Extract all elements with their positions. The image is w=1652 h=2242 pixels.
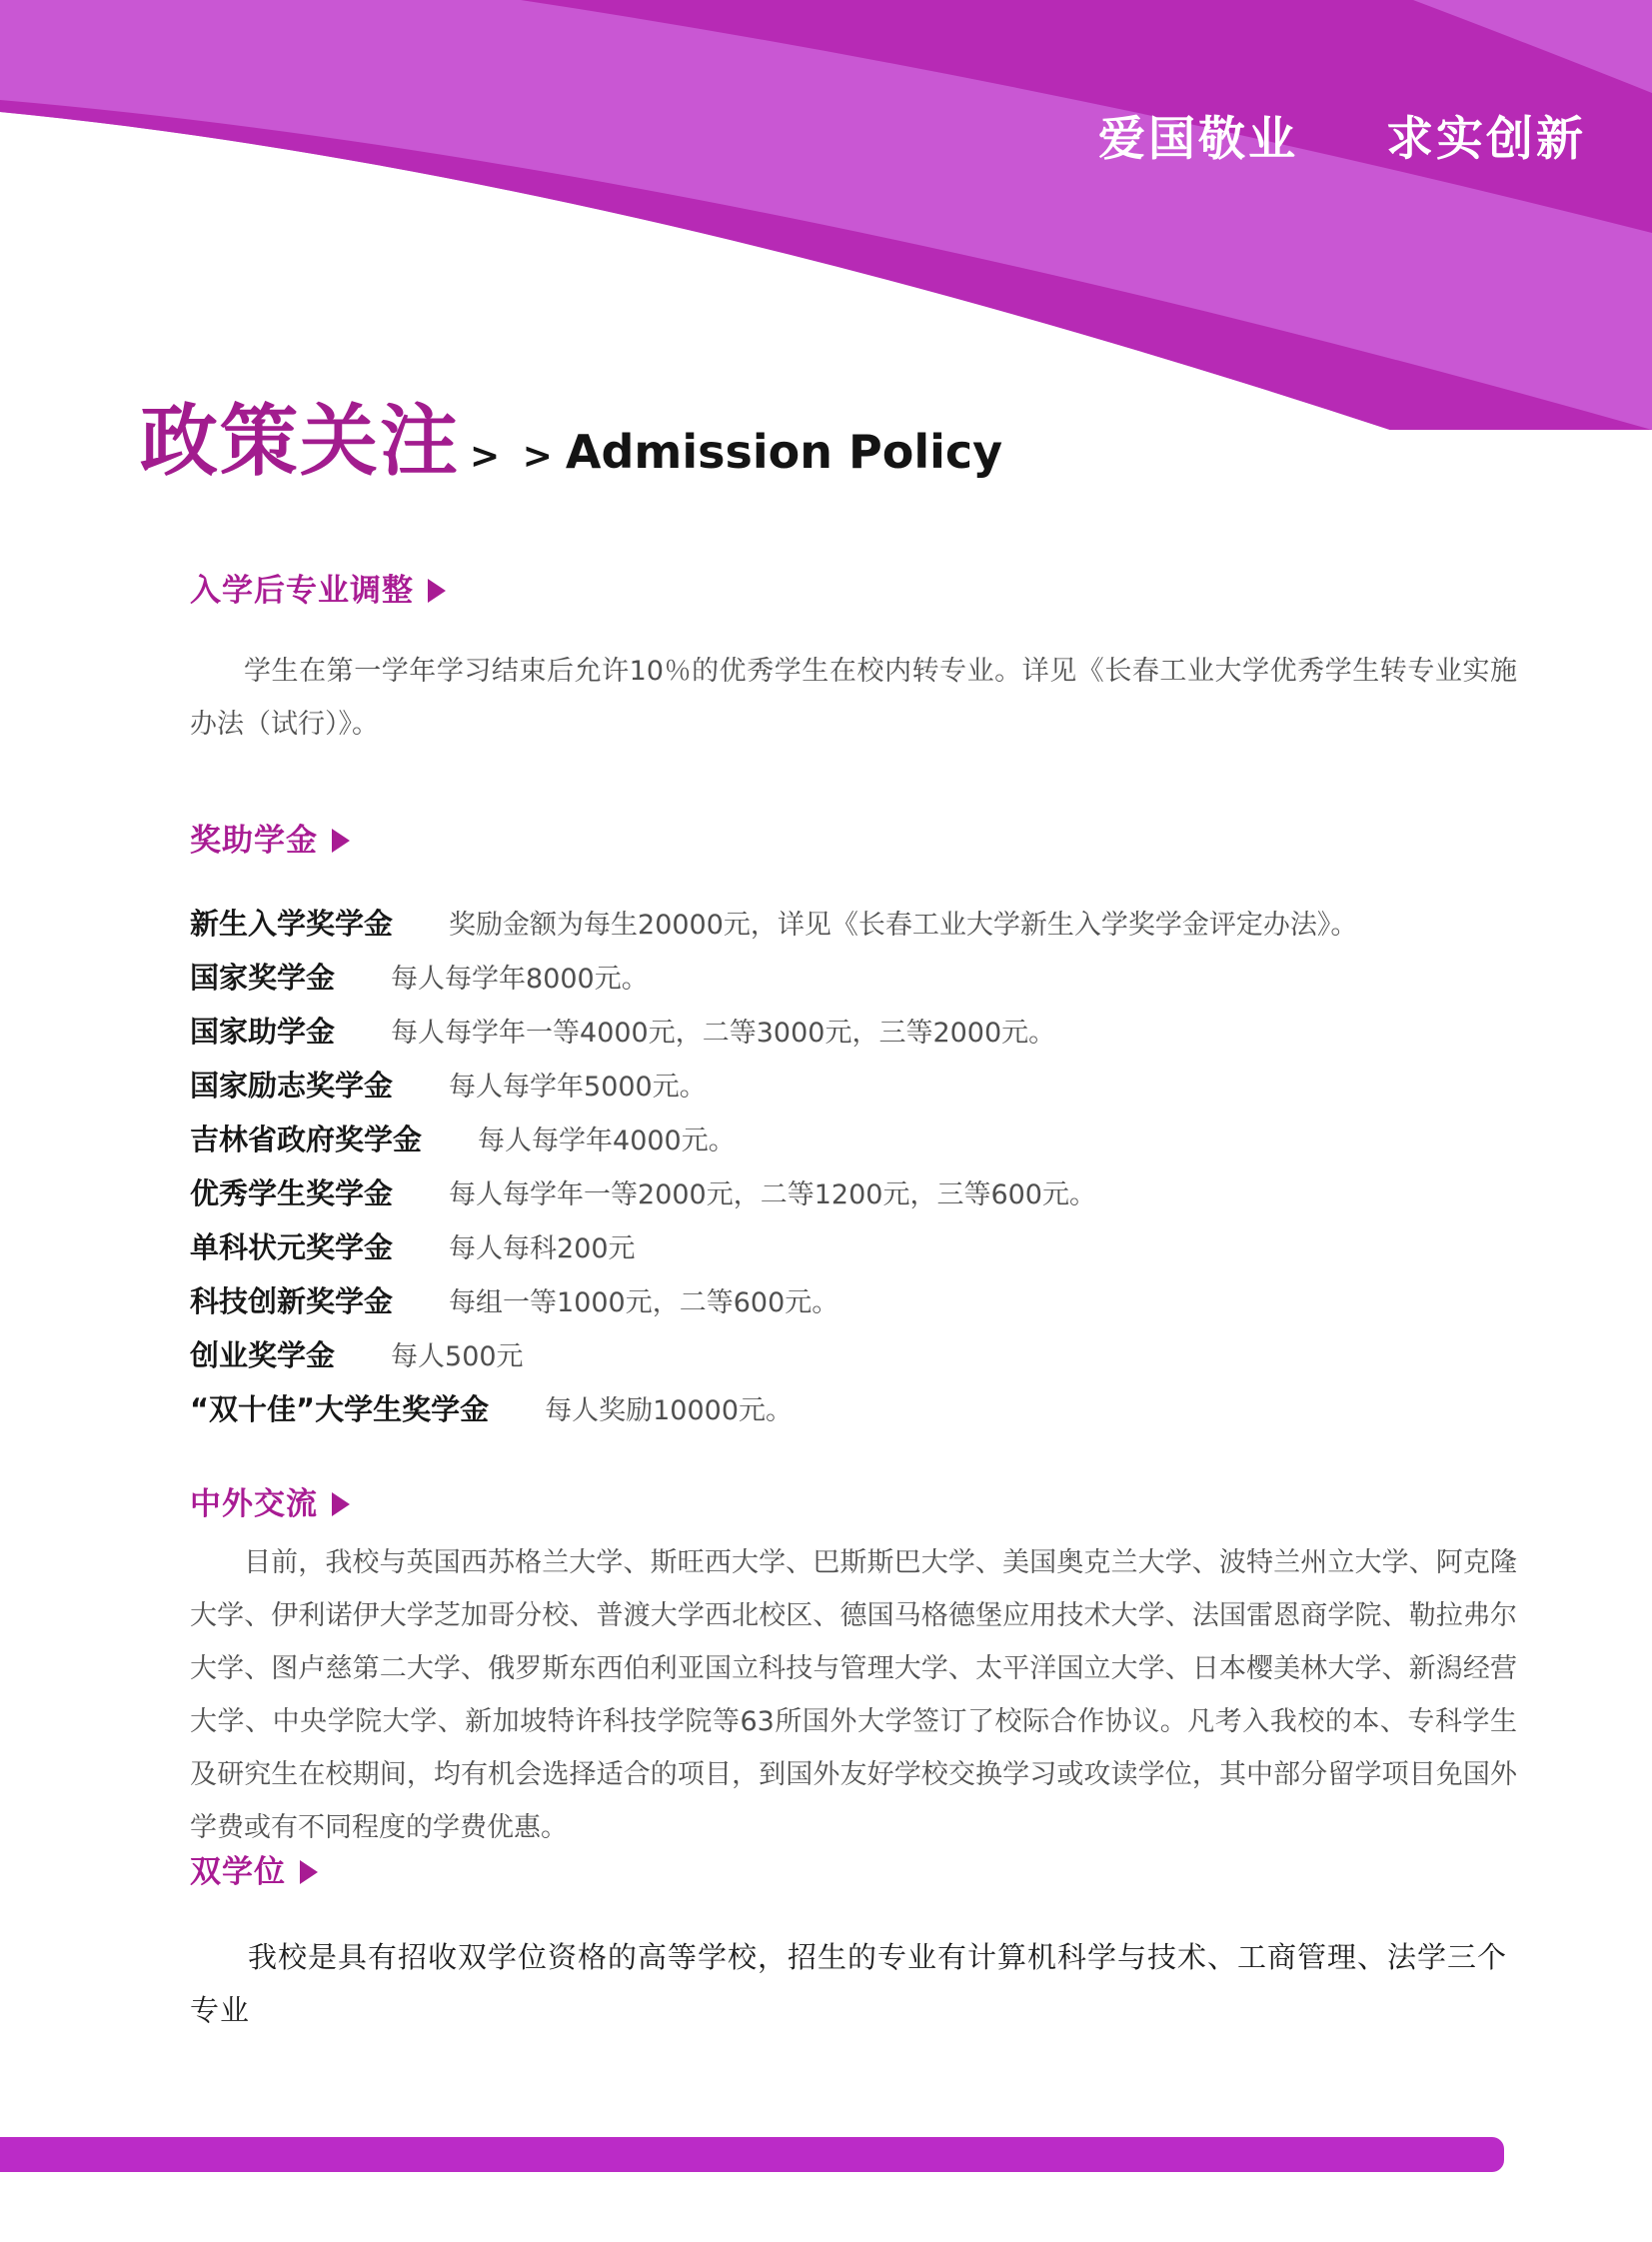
- section-international-exchange: [190, 1486, 1517, 1854]
- scholarship-desc: 每人奖励10000元。: [545, 1395, 794, 1426]
- section-double-degree: [190, 1854, 1517, 2037]
- scholarship-name: 国家奖学金: [190, 961, 336, 995]
- scholarship-name: 创业奖学金: [190, 1338, 336, 1372]
- section-major-adjustment: [190, 573, 1517, 751]
- scholarship-name: 国家励志奖学金: [190, 1069, 394, 1103]
- section-heading: [190, 823, 1517, 859]
- scholarship-desc: 每人每学年一等2000元，二等1200元，三等600元。: [449, 1179, 1096, 1210]
- header-banner-graphic: [0, 0, 1652, 430]
- scholarship-row: [190, 1329, 1517, 1383]
- section-scholarships: [190, 823, 1517, 1437]
- scholarship-name: 吉林省政府奖学金: [190, 1122, 423, 1156]
- triangle-marker-icon: [300, 1860, 318, 1884]
- scholarship-row: [190, 1006, 1517, 1060]
- section-heading: [190, 573, 1517, 609]
- section-paragraph: 学生在第一学年学习结束后允许10％的优秀学生在校内转专业。详见《长春工业大学优秀学生转专业实施办法（试行）》。: [190, 656, 1517, 740]
- scholarship-desc: 每人每学年一等4000元，二等3000元，三等2000元。: [391, 1018, 1056, 1049]
- section-heading: [190, 1486, 1517, 1522]
- page-title-zh: 政策关注: [140, 397, 461, 487]
- page-title: [140, 397, 1003, 487]
- slogan-left: 爱国敬业: [1098, 112, 1298, 167]
- scholarship-name: 单科状元奖学金: [190, 1230, 394, 1264]
- page-title-en: Admission Policy: [565, 425, 1003, 479]
- scholarship-desc: 每人每科200元: [449, 1233, 636, 1264]
- section-heading-label: 双学位: [190, 1854, 286, 1890]
- header-slogan: [1098, 112, 1586, 167]
- scholarship-desc: 每人每学年8000元。: [391, 964, 649, 995]
- scholarship-row: [190, 1221, 1517, 1275]
- scholarship-name: 优秀学生奖学金: [190, 1176, 394, 1210]
- section-heading: [190, 1854, 1517, 1890]
- triangle-marker-icon: [428, 579, 446, 603]
- scholarship-desc: 每人每学年5000元。: [449, 1072, 707, 1103]
- section-heading-label: 中外交流: [190, 1486, 318, 1522]
- section-heading-label: 入学后专业调整: [190, 573, 414, 609]
- scholarship-name: 科技创新奖学金: [190, 1284, 394, 1318]
- scholarship-list: [190, 898, 1517, 1437]
- scholarship-row: [190, 1383, 1517, 1437]
- section-heading-label: 奖助学金: [190, 823, 318, 859]
- scholarship-row: [190, 898, 1517, 952]
- scholarship-desc: 每人500元: [391, 1341, 524, 1372]
- section-paragraph: 目前，我校与英国西苏格兰大学、斯旺西大学、巴斯斯巴大学、美国奥克兰大学、波特兰州立大学、阿克隆大学、伊利诺伊大学芝加哥分校、普渡大学西北校区、德国马格德堡应用技术大学、法国雷恩商学院、勒拉弗尔大学、图卢慈第二大学、俄罗斯东西伯利亚国立科技与管理大学、太平洋国立大学、日本樱美林大学、新潟经营大学、中央学院大学、新加坡特许科技学院等63所国外大学签订了校际合作协议。凡考入我校的本、专科学生及研究生在校期间，均有机会选择适合的项目，到国外友好学校交换学习或攻读学位，其中部分留学项目免国外学费或有不同程度的学费优惠。: [190, 1547, 1517, 1843]
- footer-accent-bar: [0, 2137, 1504, 2172]
- slogan-right: 求实创新: [1386, 112, 1586, 167]
- scholarship-desc: 每人每学年4000元。: [478, 1125, 736, 1156]
- scholarship-row: [190, 1275, 1517, 1329]
- triangle-marker-icon: [332, 829, 350, 853]
- scholarship-row: [190, 1060, 1517, 1114]
- scholarship-desc: 每组一等1000元，二等600元。: [449, 1287, 839, 1318]
- scholarship-row: [190, 952, 1517, 1006]
- scholarship-name: 新生入学奖学金: [190, 907, 394, 941]
- triangle-marker-icon: [332, 1492, 350, 1516]
- scholarship-row: [190, 1167, 1517, 1221]
- title-arrows-icon: > >: [470, 436, 558, 477]
- section-paragraph: 我校是具有招收双学位资格的高等学校，招生的专业有计算机科学与技术、工商管理、法学三个专业: [190, 1940, 1508, 2027]
- scholarship-name: “双十佳”大学生奖学金: [190, 1392, 490, 1426]
- scholarship-row: [190, 1114, 1517, 1167]
- scholarship-name: 国家助学金: [190, 1015, 336, 1049]
- scholarship-desc: 奖励金额为每生20000元，详见《长春工业大学新生入学奖学金评定办法》。: [449, 910, 1358, 941]
